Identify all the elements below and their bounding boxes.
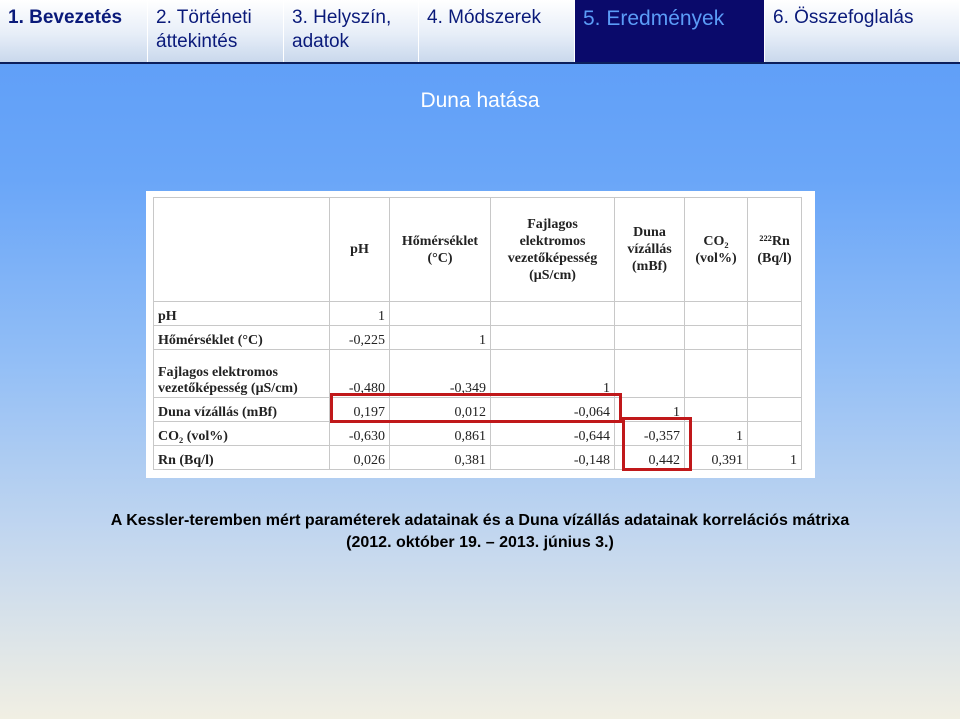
correlation-matrix-image <box>146 191 815 478</box>
matrix-cell: -0,349 <box>390 350 491 398</box>
caption-line-1: A Kessler-teremben mért paraméterek adatainak és a Duna vízállás adatainak korrelációs mátrixa <box>110 512 850 529</box>
matrix-cell: -0,064 <box>491 398 615 422</box>
col-header-rn: ²²²Rn (Bq/l) <box>748 198 802 302</box>
matrix-cell <box>748 350 802 398</box>
matrix-cell: 1 <box>615 398 685 422</box>
row-header: Hőmérséklet (°C) <box>154 326 330 350</box>
tab-eredmenyek[interactable]: 5. Eredmények <box>575 0 765 62</box>
row-header: Fajlagos elektromos vezetőképesség (μS/cm) <box>154 350 330 398</box>
matrix-cell: -0,357 <box>615 422 685 446</box>
col-header-co2: CO₂ (vol%) <box>685 198 748 302</box>
matrix-cell: 0,381 <box>390 446 491 470</box>
matrix-cell: 0,026 <box>330 446 390 470</box>
matrix-cell <box>748 422 802 446</box>
matrix-cell <box>748 398 802 422</box>
tab-torteneti-attekintes[interactable]: 2. Történeti áttekintés <box>148 0 284 62</box>
matrix-cell <box>390 302 491 326</box>
matrix-cell: -0,630 <box>330 422 390 446</box>
col-header-temperature: Hőmérséklet (°C) <box>390 198 491 302</box>
matrix-cell <box>491 326 615 350</box>
matrix-cell <box>685 350 748 398</box>
matrix-cell: -0,644 <box>491 422 615 446</box>
row-header: pH <box>154 302 330 326</box>
corner-cell <box>154 198 330 302</box>
matrix-cell <box>748 302 802 326</box>
row-header: Duna vízállás (mBf) <box>154 398 330 422</box>
matrix-cell <box>615 302 685 326</box>
matrix-cell: 0,197 <box>330 398 390 422</box>
matrix-cell <box>491 302 615 326</box>
top-navigation <box>0 0 960 64</box>
matrix-cell: 1 <box>748 446 802 470</box>
col-header-ph: pH <box>330 198 390 302</box>
matrix-cell <box>685 326 748 350</box>
caption-line-2: (2012. október 19. – 2013. június 3.) <box>346 534 614 551</box>
matrix-cell: 0,861 <box>390 422 491 446</box>
col-header-duna: Duna vízállás (mBf) <box>615 198 685 302</box>
matrix-cell: 0,391 <box>685 446 748 470</box>
matrix-cell <box>685 302 748 326</box>
matrix-cell <box>615 350 685 398</box>
row-header: Rn (Bq/l) <box>154 446 330 470</box>
matrix-cell: 0,442 <box>615 446 685 470</box>
matrix-cell: 1 <box>491 350 615 398</box>
matrix-cell <box>685 398 748 422</box>
tab-helyszin-adatok[interactable]: 3. Helyszín, adatok <box>284 0 419 62</box>
matrix-cell <box>615 326 685 350</box>
correlation-matrix <box>153 197 802 470</box>
col-header-conductivity: Fajlagos elektromos vezetőképesség (μS/cm) <box>491 198 615 302</box>
tab-modszerek[interactable]: 4. Módszerek <box>419 0 575 62</box>
figure-caption <box>0 510 960 554</box>
matrix-cell: 1 <box>330 302 390 326</box>
slide-title: Duna hatása <box>420 89 540 112</box>
matrix-cell: -0,148 <box>491 446 615 470</box>
matrix-cell <box>748 326 802 350</box>
tab-bevezetes[interactable]: 1. Bevezetés <box>0 0 148 62</box>
matrix-cell: -0,480 <box>330 350 390 398</box>
matrix-cell: 0,012 <box>390 398 491 422</box>
matrix-cell: 1 <box>390 326 491 350</box>
tab-osszefoglalas[interactable]: 6. Összefoglalás <box>765 0 960 62</box>
row-header: CO₂ (vol%) <box>154 422 330 446</box>
duna-column-highlight <box>622 417 692 471</box>
duna-row-highlight <box>330 393 622 423</box>
matrix-cell: -0,225 <box>330 326 390 350</box>
matrix-cell: 1 <box>685 422 748 446</box>
